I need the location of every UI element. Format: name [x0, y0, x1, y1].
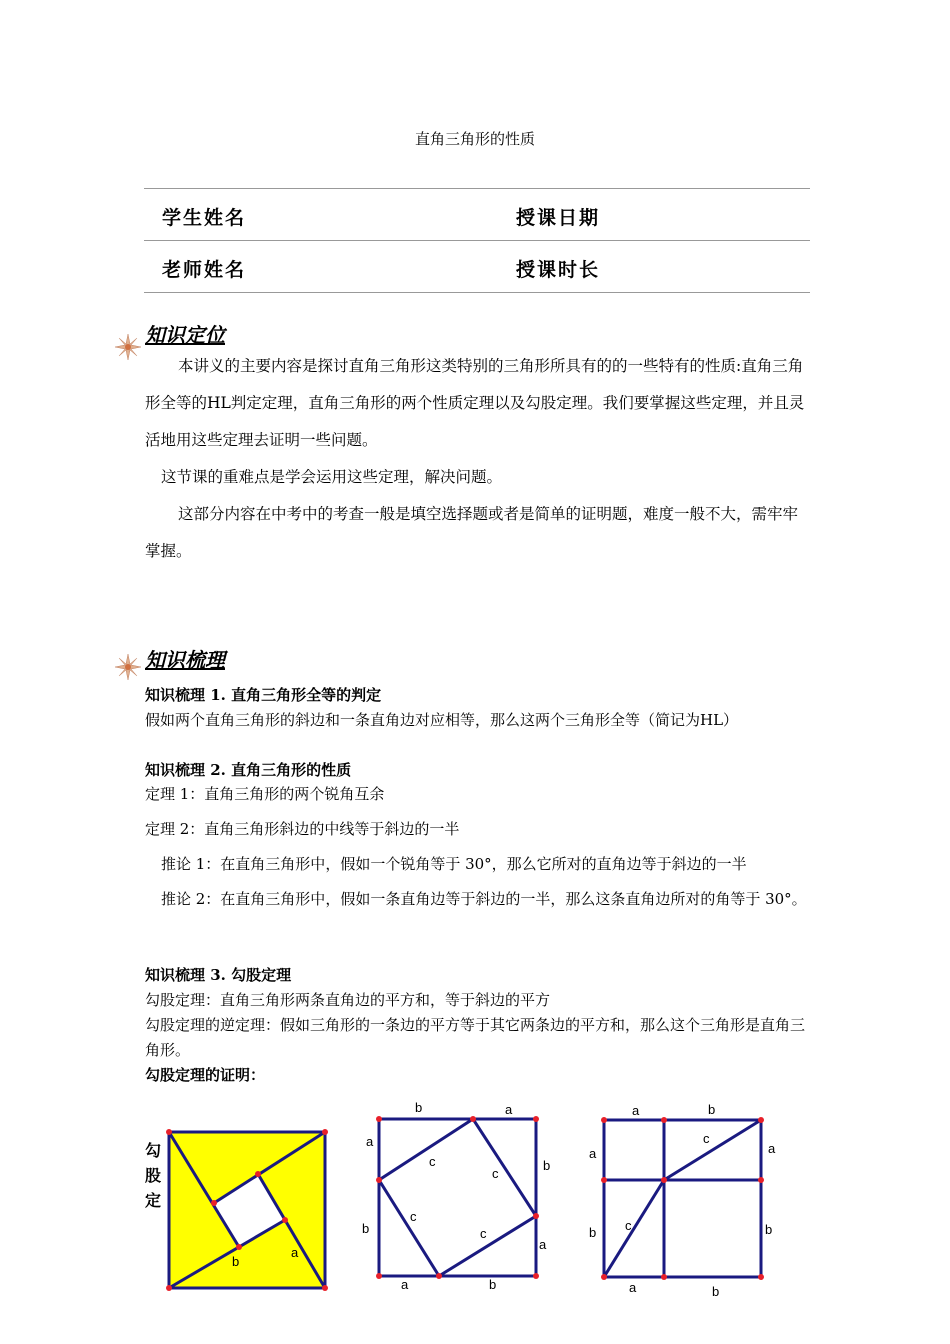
label-c: c	[492, 1166, 499, 1181]
label-a: a	[589, 1146, 597, 1161]
side-char: 勾	[145, 1141, 162, 1160]
label-c: c	[625, 1218, 632, 1233]
label-b: b	[589, 1225, 597, 1240]
section-heading-review: 知识梳理	[145, 648, 225, 672]
label-b: b	[415, 1100, 423, 1115]
label-b: b	[765, 1222, 773, 1237]
flower-icon	[113, 332, 143, 362]
info-row	[144, 189, 810, 241]
label-b: b	[708, 1102, 716, 1117]
lesson-date-label: 授课日期	[516, 207, 601, 229]
info-table	[144, 188, 810, 293]
proof-figure-2	[360, 1098, 560, 1298]
label-b: b	[232, 1254, 240, 1269]
corollary-2: 推论 2：在直角三角形中，假如一条直角边等于斜边的一半，那么这条直角边所对的角等于 30°。	[161, 890, 807, 908]
label-a: a	[632, 1103, 640, 1118]
flower-icon	[113, 652, 143, 682]
teacher-name-label: 老师姓名	[162, 259, 247, 281]
label-a: a	[505, 1102, 513, 1117]
subheading-pythagoras: 知识梳理 3. 勾股定理	[145, 966, 292, 984]
label-c: c	[429, 1154, 436, 1169]
label-a: a	[539, 1237, 547, 1252]
label-b: b	[362, 1221, 370, 1236]
paragraph: 这部分内容在中考中的考查一般是填空选择题或者是简单的证明题，难度一般不大，需牢牢掌握。	[145, 505, 799, 560]
paragraph: 本讲义的主要内容是探讨直角三角形这类特别的三角形所具有的的一些特有的性质:直角三角形全等的HL判定定理，直角三角形的两个性质定理以及勾股定理。我们要掌握这些定理，并且灵活地用这些定理去证明一些问题。	[145, 357, 805, 449]
hl-theorem-text: 假如两个直角三角形的斜边和一条直角边对应相等，那么这两个三角形全等（简记为HL）	[145, 711, 739, 729]
section-heading-positioning: 知识定位	[145, 323, 225, 347]
side-char: 定	[145, 1191, 162, 1210]
label-b: b	[543, 1158, 551, 1173]
proof-figure-1	[160, 1118, 335, 1298]
section1-body	[145, 348, 810, 570]
pythagorean-converse: 勾股定理的逆定理：假如三角形的一条边的平方等于其它两条边的平方和，那么这个三角形是直角三角形。	[145, 1016, 806, 1059]
pythagorean-theorem: 勾股定理：直角三角形两条直角边的平方和，等于斜边的平方	[145, 991, 551, 1009]
paragraph: 这节课的重难点是学会运用这些定理，解决问题。	[161, 468, 503, 486]
label-c: c	[480, 1226, 487, 1241]
inner-square	[379, 1119, 536, 1276]
outer-square	[604, 1120, 761, 1277]
label-a: a	[629, 1280, 637, 1295]
label-c: c	[703, 1131, 710, 1146]
label-a: a	[291, 1245, 299, 1260]
subheading-hl: 知识梳理 1. 直角三角形全等的判定	[145, 686, 382, 704]
label-a: a	[401, 1277, 409, 1292]
label-a: a	[366, 1134, 374, 1149]
label-a: a	[768, 1141, 776, 1156]
label-b: b	[489, 1277, 497, 1292]
proof-figure-3	[585, 1098, 785, 1303]
page-title: 直角三角形的性质	[414, 130, 535, 148]
student-name-label: 学生姓名	[162, 207, 247, 229]
info-row	[144, 241, 810, 293]
subheading-properties: 知识梳理 2. 直角三角形的性质	[145, 761, 352, 779]
label-c: c	[410, 1209, 417, 1224]
side-char: 股	[145, 1166, 162, 1185]
subheading-proof: 勾股定理的证明：	[145, 1066, 266, 1084]
theorem-1: 定理 1：直角三角形的两个锐角互余	[145, 785, 385, 803]
lesson-duration-label: 授课时长	[516, 259, 601, 281]
corollary-1: 推论 1：在直角三角形中，假如一个锐角等于 30°，那么它所对的直角边等于斜边的一半	[161, 855, 747, 873]
label-b: b	[712, 1284, 720, 1299]
outer-square	[379, 1119, 536, 1276]
theorem-2: 定理 2：直角三角形斜边的中线等于斜边的一半	[145, 820, 460, 838]
